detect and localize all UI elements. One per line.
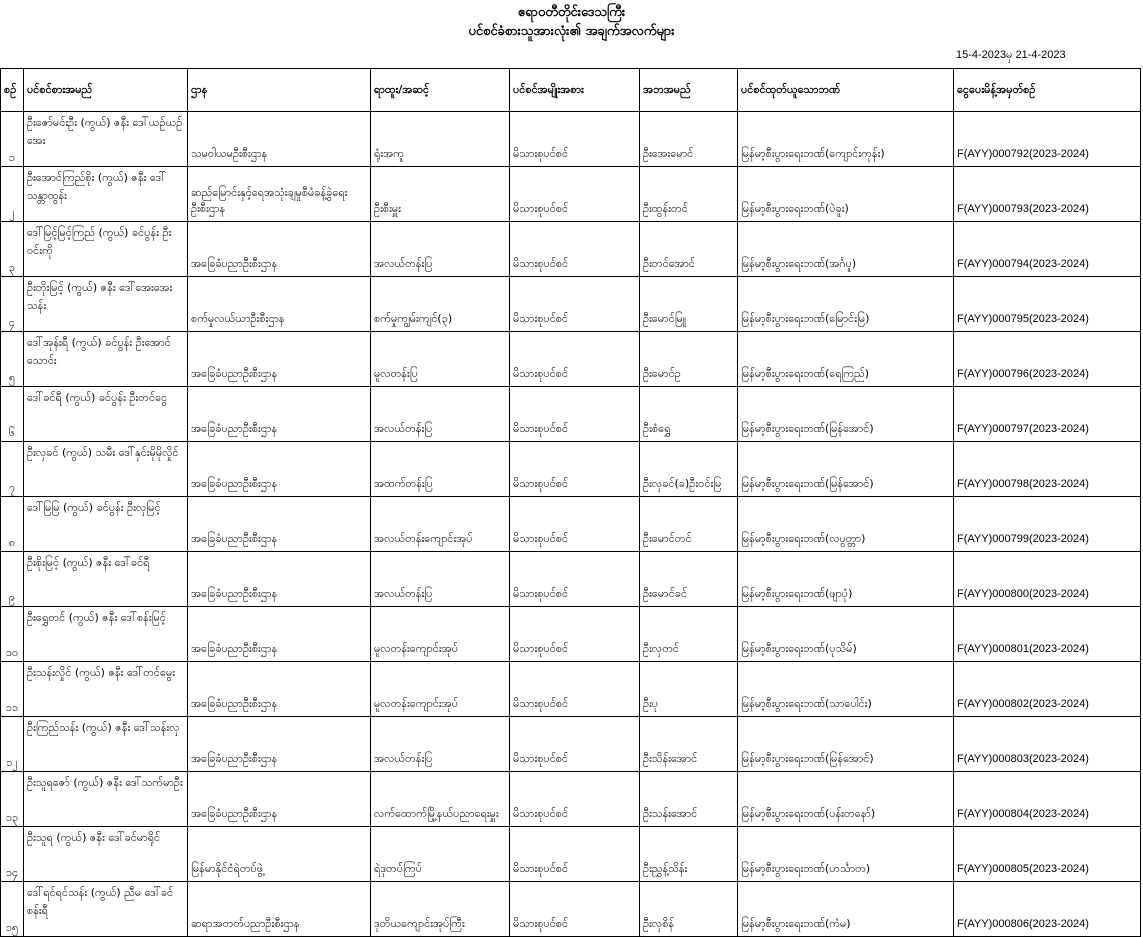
table-row xyxy=(1,772,1141,827)
page-title: ဧရာဝတီတိုင်းဒေသကြီး xyxy=(517,5,626,20)
cell-father-name: ဦးပု xyxy=(640,662,738,717)
cell-bank: မြန်မာ့စီးပွားရေးဘဏ်(ရေကြည်) xyxy=(738,332,954,387)
cell-father-name: ဦးထွန်းတင် xyxy=(640,167,738,222)
cell-pension-type: မိသားစုပင်စင် xyxy=(510,442,640,497)
cell-no: ၃ xyxy=(1,222,24,277)
cell-bank: မြန်မာ့စီးပွားရေးဘဏ်(ပန်းတနော်) xyxy=(738,772,954,827)
table-row xyxy=(1,222,1141,277)
table-row xyxy=(1,112,1141,167)
cell-no: ၁၄ xyxy=(1,827,24,882)
cell-name: ဦးသန်းလှိုင် (ကွယ်) ဇနီး ဒေါ်တင်မွေး xyxy=(24,662,188,717)
cell-rank: မူလတန်းကျောင်းအုပ် xyxy=(371,607,510,662)
cell-bank: မြန်မာ့စီးပွားရေးဘဏ်(လပွတ္တာ) xyxy=(738,497,954,552)
cell-department: အခြေခံပညာဦးစီးဌာန xyxy=(188,552,371,607)
date-range: 15-4-2023မှ 21-4-2023 xyxy=(956,49,1066,61)
cell-bank: မြန်မာ့စီးပွားရေးဘဏ်(ပဲခူး) xyxy=(738,167,954,222)
cell-father-name: ဦးစံရွှေ xyxy=(640,387,738,442)
cell-no: ၁၀ xyxy=(1,607,24,662)
cell-bank: မြန်မာ့စီးပွားရေးဘဏ်(မြန်အောင်) xyxy=(738,717,954,772)
cell-pension-type: မိသားစုပင်စင် xyxy=(510,552,640,607)
cell-no: ၁၅ xyxy=(1,882,24,937)
cell-payment-order: F(AYY)000794(2023-2024) xyxy=(954,222,1141,277)
table-row xyxy=(1,442,1141,497)
cell-no: ၁၁ xyxy=(1,662,24,717)
cell-department: ဆည်မြောင်းနှင့်ရေအသုံးချမှုစီမံခန့်ခွဲရေးဦးစီးဌာန xyxy=(188,167,371,222)
column-header-department: ဌာန xyxy=(188,69,371,112)
column-header-payment-order: ငွေပေးမိန့်အမှတ်စဉ် xyxy=(954,69,1141,112)
cell-department: အခြေခံပညာဦးစီးဌာန xyxy=(188,717,371,772)
cell-bank: မြန်မာ့စီးပွားရေးဘဏ်(မြောင်းမြ) xyxy=(738,277,954,332)
cell-rank: စက်မှုကျွမ်းကျင်(၃) xyxy=(371,277,510,332)
cell-no: ၇ xyxy=(1,442,24,497)
cell-payment-order: F(AYY)000800(2023-2024) xyxy=(954,552,1141,607)
cell-no: ၂ xyxy=(1,167,24,222)
pensioner-table xyxy=(0,68,1141,937)
cell-rank: အလယ်တန်းပြ xyxy=(371,387,510,442)
cell-name: ဒေါ်ရင်ရင်သန်း (ကွယ်) ညီမ ဒေါ်ခင်စန်းရီ xyxy=(24,882,188,937)
table-row xyxy=(1,387,1141,442)
cell-rank: ဦးစီးမှူး xyxy=(371,167,510,222)
cell-father-name: ဦးတင်အောင် xyxy=(640,222,738,277)
cell-no: ၉ xyxy=(1,552,24,607)
cell-bank: မြန်မာ့စီးပွားရေးဘဏ်(ကျောင်းကုန်း) xyxy=(738,112,954,167)
cell-department: အခြေခံပညာဦးစီးဌာန xyxy=(188,222,371,277)
cell-rank: အလယ်တန်းပြ xyxy=(371,717,510,772)
cell-rank: အလယ်တန်းပြ xyxy=(371,222,510,277)
cell-pension-type: မိသားစုပင်စင် xyxy=(510,222,640,277)
cell-pension-type: မိသားစုပင်စင် xyxy=(510,882,640,937)
cell-name: ဒေါ်ခင်ရီ (ကွယ်) ခင်ပွန်း ဦးတင်ငွေ xyxy=(24,387,188,442)
cell-no: ၁ xyxy=(1,112,24,167)
cell-department: အခြေခံပညာဦးစီးဌာန xyxy=(188,607,371,662)
cell-name: ဦးရွှေတင် (ကွယ်) ဇနီး ဒေါ်စန်းမြင့် xyxy=(24,607,188,662)
cell-father-name: ဦးမောင်ဥ xyxy=(640,332,738,387)
cell-pension-type: မိသားစုပင်စင် xyxy=(510,387,640,442)
cell-pension-type: မိသားစုပင်စင် xyxy=(510,772,640,827)
cell-no: ၈ xyxy=(1,497,24,552)
cell-rank: မူလတန်းပြ xyxy=(371,332,510,387)
table-row xyxy=(1,662,1141,717)
cell-no: ၆ xyxy=(1,387,24,442)
cell-department: အခြေခံပညာဦးစီးဌာန xyxy=(188,442,371,497)
cell-name: ဒေါ်မြမြ (ကွယ်) ခင်ပွန်း ဦးလှမြင့် xyxy=(24,497,188,552)
cell-rank: လက်ထောက်မြို့နယ်ပညာရေးမှူး xyxy=(371,772,510,827)
cell-payment-order: F(AYY)000804(2023-2024) xyxy=(954,772,1141,827)
cell-pension-type: မိသားစုပင်စင် xyxy=(510,607,640,662)
cell-department: အခြေခံပညာဦးစီးဌာန xyxy=(188,772,371,827)
cell-department: သမဝါယမဦးစီးဌာန xyxy=(188,112,371,167)
table-row xyxy=(1,882,1141,937)
page-subtitle: ပင်စင်ခံစားသူအားလုံး၏ အချက်အလက်များ xyxy=(468,24,675,39)
cell-no: ၅ xyxy=(1,332,24,387)
column-header-bank: ပင်စင်ထုတ်ယူသောဘဏ် xyxy=(738,69,954,112)
cell-department: အခြေခံပညာဦးစီးဌာန xyxy=(188,662,371,717)
table-body xyxy=(1,112,1141,937)
cell-payment-order: F(AYY)000805(2023-2024) xyxy=(954,827,1141,882)
cell-name: ဒေါ်အုန်းရီ (ကွယ်) ခင်ပွန်း ဦးအောင်သောင်း xyxy=(24,332,188,387)
cell-rank: ဒုတိယကျောင်းအုပ်ကြီး xyxy=(371,882,510,937)
cell-bank: မြန်မာ့စီးပွားရေးဘဏ်(သာပေါင်း) xyxy=(738,662,954,717)
cell-father-name: ဦးလှခင်(ခ)ဦးဝင်းမြ xyxy=(640,442,738,497)
table-row xyxy=(1,277,1141,332)
cell-bank: မြန်မာ့စီးပွားရေးဘဏ်(ကံမ) xyxy=(738,882,954,937)
cell-name: ဦးကြည်သန်း (ကွယ်) ဇနီး ဒေါ်သန်းလှ xyxy=(24,717,188,772)
cell-father-name: ဦးသန်းအောင် xyxy=(640,772,738,827)
cell-name: ဦးအောင်ကြည်စိုး (ကွယ်) ဇနီး ဒေါ်သန္တာထွန်း xyxy=(24,167,188,222)
column-header-father-name: အဘအမည် xyxy=(640,69,738,112)
cell-pension-type: မိသားစုပင်စင် xyxy=(510,277,640,332)
cell-bank: မြန်မာ့စီးပွားရေးဘဏ်(အင်္ဂပူ) xyxy=(738,222,954,277)
cell-pension-type: မိသားစုပင်စင် xyxy=(510,497,640,552)
cell-department: အခြေခံပညာဦးစီးဌာန xyxy=(188,332,371,387)
cell-name: ဒေါ်မြင့်မြင့်ကြည် (ကွယ်) ခင်ပွန်း ဦးဝင်းကို xyxy=(24,222,188,277)
cell-bank: မြန်မာ့စီးပွားရေးဘဏ်(ပုသိမ်) xyxy=(738,607,954,662)
cell-payment-order: F(AYY)000796(2023-2024) xyxy=(954,332,1141,387)
table-row xyxy=(1,827,1141,882)
table-row xyxy=(1,607,1141,662)
cell-pension-type: မိသားစုပင်စင် xyxy=(510,717,640,772)
cell-name: ဦးသူရဇော် (ကွယ်) ဇနီး ဒေါ်သက်မာဦး xyxy=(24,772,188,827)
cell-payment-order: F(AYY)000806(2023-2024) xyxy=(954,882,1141,937)
cell-payment-order: F(AYY)000803(2023-2024) xyxy=(954,717,1141,772)
cell-pension-type: မိသားစုပင်စင် xyxy=(510,167,640,222)
cell-no: ၁၂ xyxy=(1,717,24,772)
column-header-pension-type: ပင်စင်အမျိုးအစား xyxy=(510,69,640,112)
cell-name: ဦးတိုးမြင့် (ကွယ်) ဇနီး ဒေါ်အေးအေးသန်း xyxy=(24,277,188,332)
cell-department: ဆရာအတတ်ပညာဦးစီးဌာန xyxy=(188,882,371,937)
cell-father-name: ဦးသိန်းအောင် xyxy=(640,717,738,772)
cell-pension-type: မိသားစုပင်စင် xyxy=(510,112,640,167)
cell-bank: မြန်မာ့စီးပွားရေးဘဏ်(မြန်အောင်) xyxy=(738,442,954,497)
cell-payment-order: F(AYY)000792(2023-2024) xyxy=(954,112,1141,167)
table-row xyxy=(1,497,1141,552)
cell-department: စက်မှုလယ်ယာဦးစီးဌာန xyxy=(188,277,371,332)
cell-father-name: ဦးအေးမောင် xyxy=(640,112,738,167)
cell-name: ဦးဇော်မင်းဦး (ကွယ်) ဇနီး ဒေါ်ယဉ်ယဉ်အေး xyxy=(24,112,188,167)
cell-payment-order: F(AYY)000799(2023-2024) xyxy=(954,497,1141,552)
table-row xyxy=(1,552,1141,607)
cell-father-name: ဦးမောင်မြူ xyxy=(640,277,738,332)
cell-no: ၁၃ xyxy=(1,772,24,827)
table-row xyxy=(1,167,1141,222)
cell-rank: အထက်တန်းပြ xyxy=(371,442,510,497)
cell-father-name: ဦးမောင်တင် xyxy=(640,497,738,552)
cell-department: မြန်မာနိုင်ငံရဲတပ်ဖွဲ့ xyxy=(188,827,371,882)
cell-pension-type: မိသားစုပင်စင် xyxy=(510,827,640,882)
cell-payment-order: F(AYY)000795(2023-2024) xyxy=(954,277,1141,332)
cell-payment-order: F(AYY)000793(2023-2024) xyxy=(954,167,1141,222)
cell-bank: မြန်မာ့စီးပွားရေးဘဏ်(ဟင်္သာတ) xyxy=(738,827,954,882)
cell-payment-order: F(AYY)000798(2023-2024) xyxy=(954,442,1141,497)
cell-rank: ရဲဒုတပ်ကြပ် xyxy=(371,827,510,882)
cell-payment-order: F(AYY)000801(2023-2024) xyxy=(954,607,1141,662)
column-header-no: စဉ် xyxy=(1,69,24,112)
cell-bank: မြန်မာ့စီးပွားရေးဘဏ်(မြန်အောင်) xyxy=(738,387,954,442)
table-row xyxy=(1,332,1141,387)
cell-father-name: ဦးလှတင် xyxy=(640,607,738,662)
cell-rank: အလယ်တန်းကျောင်းအုပ် xyxy=(371,497,510,552)
cell-name: ဦးသူရ (ကွယ်) ဇနီး ဒေါ်ခင်မာရိုင် xyxy=(24,827,188,882)
cell-father-name: ဦးညွှန့်သိန်း xyxy=(640,827,738,882)
cell-no: ၄ xyxy=(1,277,24,332)
cell-name: ဦးလှခင် (ကွယ်) သမီး ဒေါ်နှင်းမိုမိုလှိုင် xyxy=(24,442,188,497)
cell-pension-type: မိသားစုပင်စင် xyxy=(510,662,640,717)
cell-department: အခြေခံပညာဦးစီးဌာန xyxy=(188,497,371,552)
cell-department: အခြေခံပညာဦးစီးဌာန xyxy=(188,387,371,442)
cell-rank: မူလတန်းကျောင်းအုပ် xyxy=(371,662,510,717)
table-header-row xyxy=(1,69,1141,112)
cell-pension-type: မိသားစုပင်စင် xyxy=(510,332,640,387)
cell-bank: မြန်မာ့စီးပွားရေးဘဏ်(ဖျာပုံ) xyxy=(738,552,954,607)
cell-name: ဦးစိုးမြင့် (ကွယ်) ဇနီး ဒေါ်ခင်ရီ xyxy=(24,552,188,607)
cell-father-name: ဦးလှစိန် xyxy=(640,882,738,937)
table-row xyxy=(1,717,1141,772)
cell-father-name: ဦးမောင်ခင် xyxy=(640,552,738,607)
column-header-rank: ရာထူး/အဆင့် xyxy=(371,69,510,112)
cell-payment-order: F(AYY)000802(2023-2024) xyxy=(954,662,1141,717)
cell-payment-order: F(AYY)000797(2023-2024) xyxy=(954,387,1141,442)
cell-rank: ရုံးအကူ xyxy=(371,112,510,167)
cell-rank: အလယ်တန်းပြ xyxy=(371,552,510,607)
column-header-name: ပင်စင်စားအမည် xyxy=(24,69,188,112)
